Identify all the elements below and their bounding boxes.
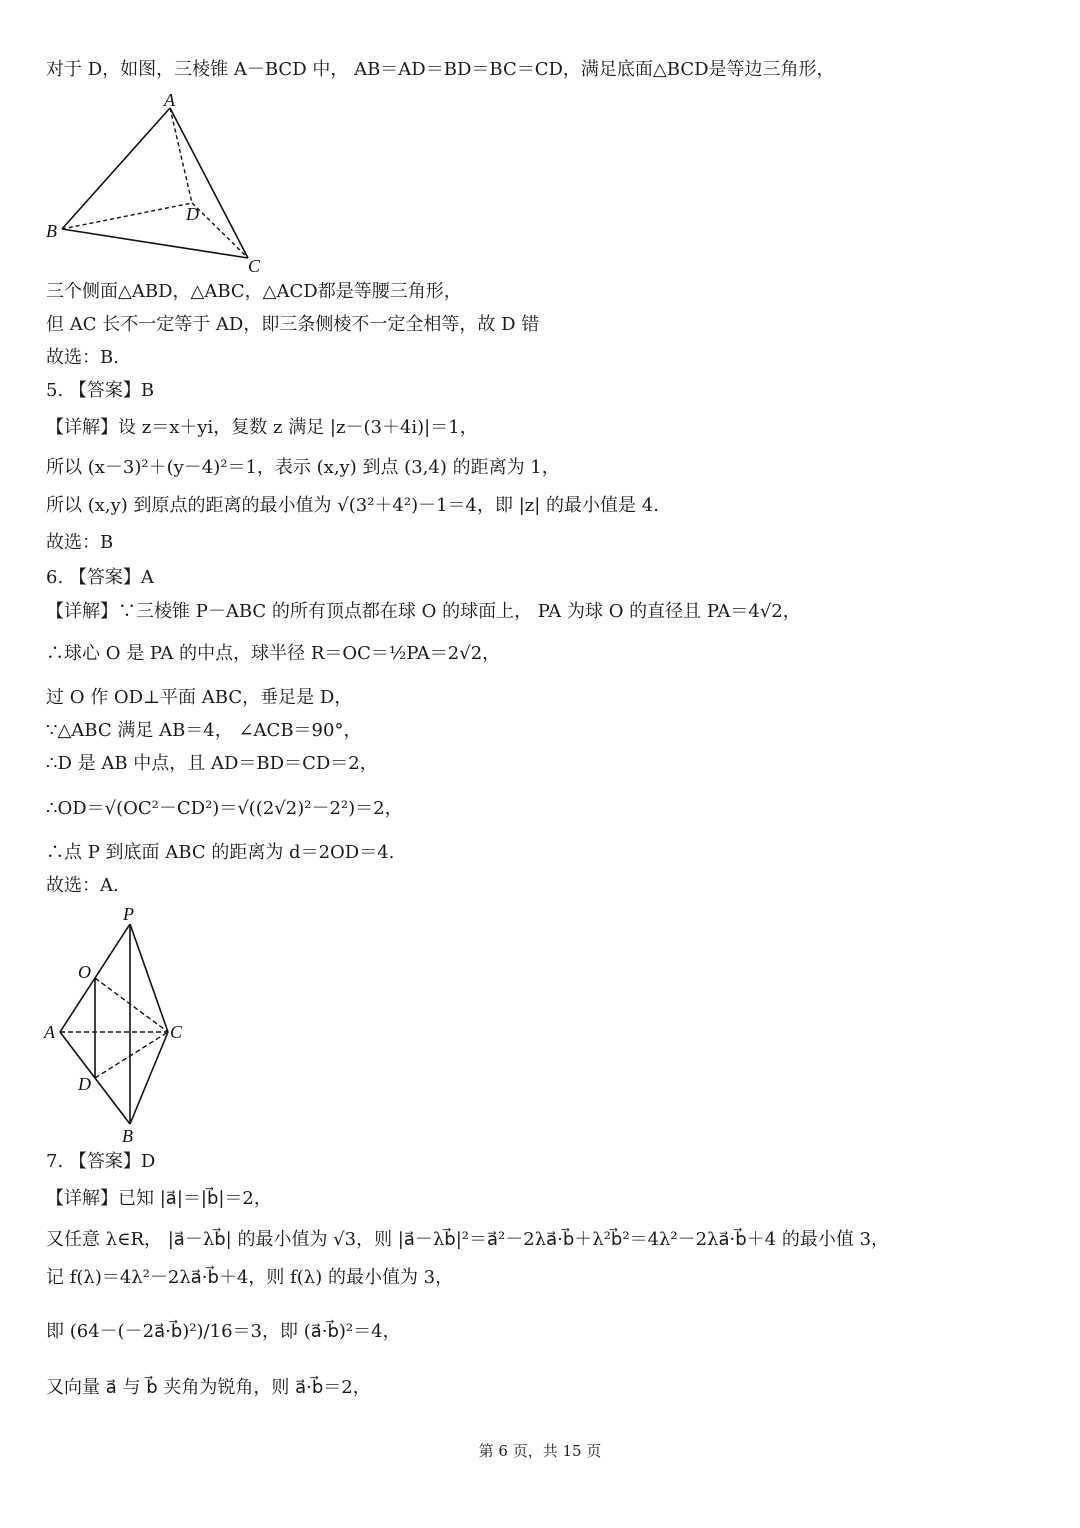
text-line: 三个侧面△ABD，△ABC，△ACD都是等腰三角形， [46,281,462,302]
edge-PC [130,924,168,1032]
text-line: ∵△ABC 满足 AB＝4， ∠ACB＝90°， [46,720,362,741]
page-footer: 第 6 页，共 15 页 [478,1442,602,1460]
text-line: 但 AC 长不一定等于 AD，即三条侧棱不一定全相等，故 D 错 [46,314,540,335]
text-line: 7. 【答案】D [46,1151,156,1172]
edge-BC [62,229,248,258]
text-line: ∴OD＝√(OC²－CD²)＝√((2√2)²－2²)＝2， [46,798,403,819]
edge-AC [170,108,248,258]
text-line: 对于 D，如图，三棱锥 A－BCD 中， AB＝AD＝BD＝BC＝CD，满足底面△BCD是等边三角形， [46,59,835,80]
text-line: 故选：B [46,532,114,553]
vertex-label-C: C [170,1022,183,1042]
vertex-label-P: P [123,904,134,924]
vertex-label-A: A [164,90,175,110]
edge-CD [192,203,248,258]
segment-DC [95,1032,168,1078]
text-line: 故选：B. [46,347,119,368]
text-line: 过 O 作 OD⊥平面 ABC，垂足是 D， [46,687,353,708]
tetrahedron-figure [40,86,280,276]
sphere-pyramid-figure [40,900,210,1150]
text-line: ∴点 P 到底面 ABC 的距离为 d＝2OD＝4. [46,842,395,863]
text-line: 【详解】已知 |a⃗|＝|b⃗|＝2， [46,1188,272,1209]
vertex-label-C: C [248,256,261,276]
text-line: 5. 【答案】B [46,380,155,401]
vertex-label-B: B [122,1126,133,1146]
point-label-D: D [78,1074,91,1094]
segment-OC [95,978,168,1032]
text-line: 故选：A. [46,875,119,896]
text-line: 所以 (x－3)²＋(y－4)²＝1，表示 (x,y) 到点 (3,4) 的距离为 1， [46,457,560,478]
point-label-O: O [78,962,91,982]
text-line: 又任意 λ∈R， |a⃗－λb⃗| 的最小值为 √3，则 |a⃗－λb⃗|²＝a⃗²－2λa⃗·b⃗＋λ²b⃗²＝4λ²－2λa⃗·b⃗＋4 的最小值 3， [46,1229,890,1250]
vertex-label-B: B [46,221,57,241]
edge-AD [170,108,192,203]
edge-CB [130,1032,168,1124]
text-line: ∴球心 O 是 PA 的中点，球半径 R＝OC＝½PA＝2√2， [46,643,501,664]
text-line: 即 (64－(－2a⃗·b⃗)²)/16＝3，即 (a⃗·b⃗)²＝4， [46,1321,401,1342]
text-line: 【详解】∵三棱锥 P－ABC 的所有顶点都在球 O 的球面上， PA 为球 O 的直径且 PA＝4√2， [46,601,801,622]
text-line: 6. 【答案】A [46,567,154,588]
text-line: ∴D 是 AB 中点，且 AD＝BD＝CD＝2， [46,753,378,774]
vertex-label-A: A [44,1022,55,1042]
text-line: 又向量 a⃗ 与 b⃗ 夹角为锐角，则 a⃗·b⃗＝2， [46,1377,371,1398]
text-line: 记 f(λ)＝4λ²－2λa⃗·b⃗＋4，则 f(λ) 的最小值为 3， [46,1267,454,1288]
text-line: 【详解】设 z＝x＋yi，复数 z 满足 |z－(3＋4i)|＝1， [46,417,478,438]
text-line: 所以 (x,y) 到原点的距离的最小值为 √(3²＋4²)－1＝4，即 |z| 的最小值是 4. [46,495,659,516]
vertex-label-D: D [186,204,199,224]
